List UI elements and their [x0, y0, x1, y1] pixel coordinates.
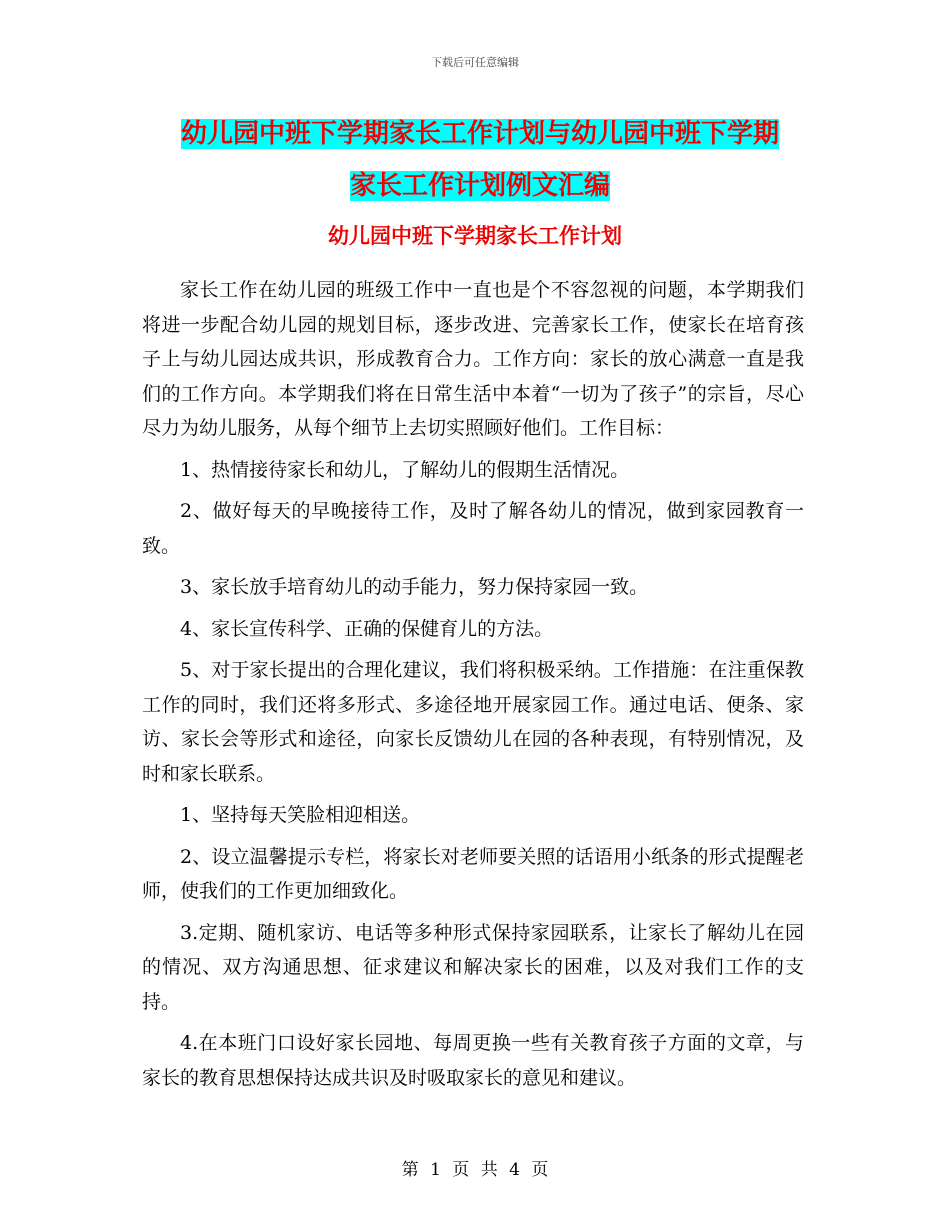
paragraph: 5、对于家长提出的合理化建议，我们将积极采纳。工作措施：在注重保教工作的同时，我们还将多形式、多途径地开展家园工作。通过电话、便条、家访、家长会等形式和途径，向家长反馈幼儿在园的各种表现，有特别情况，及时和家长联系。 — [142, 659, 804, 785]
document-title — [140, 108, 820, 212]
paragraph: 4、家长宣传科学、正确的保健育儿的方法。 — [180, 617, 554, 640]
header-note: 下载后可任意编辑 — [431, 56, 519, 69]
page-number-footer: 第 1 页 共 4 页 — [401, 1160, 549, 1180]
paragraph: 3、家长放手培育幼儿的动手能力，努力保持家园一致。 — [180, 576, 649, 598]
paragraph: 3.定期、随机家访、电话等多种形式保持家园联系，让家长了解幼儿在园的情况、双方沟通思想、征求建议和解决家长的困难，以及对我们工作的支持。 — [142, 921, 804, 1013]
paragraph: 1、热情接待家长和幼儿，了解幼儿的假期生活情况。 — [180, 458, 630, 481]
paragraph: 4.在本班门口设好家长园地、每周更换一些有关教育孩子方面的文章，与家长的教育思想保持达成共识及时吸取家长的意见和建议。 — [142, 1032, 804, 1089]
paragraph: 2、设立温馨提示专栏，将家长对老师要关照的话语用小纸条的形式提醒老师，使我们的工作更加细致化。 — [142, 845, 804, 902]
document-title-line-2: 家长工作计划例文汇编 — [349, 171, 610, 201]
document-body — [142, 273, 804, 1102]
section-heading: 幼儿园中班下学期家长工作计划 — [328, 224, 622, 248]
document-title-line-1: 幼儿园中班下学期家长工作计划与幼儿园中班下学期 — [180, 119, 779, 149]
paragraph: 2、做好每天的早晚接待工作，及时了解各幼儿的情况，做到家园教育一致。 — [142, 500, 804, 557]
paragraph: 1、坚持每天笑脸相迎相送。 — [180, 804, 421, 826]
paragraph: 家长工作在幼儿园的班级工作中一直也是个不容忽视的问题，本学期我们将进一步配合幼儿园的规划目标，逐步改进、完善家长工作，使家长在培育孩子上与幼儿园达成共识，形成教育合力。工作方向：家长的放心满意一直是我们的工作方向。本学期我们将在日常生活中本着“一切为了孩子”的宗旨，尽心尽力为幼儿服务，从每个细节上去切实照顾好他们。工作目标： — [142, 279, 804, 439]
